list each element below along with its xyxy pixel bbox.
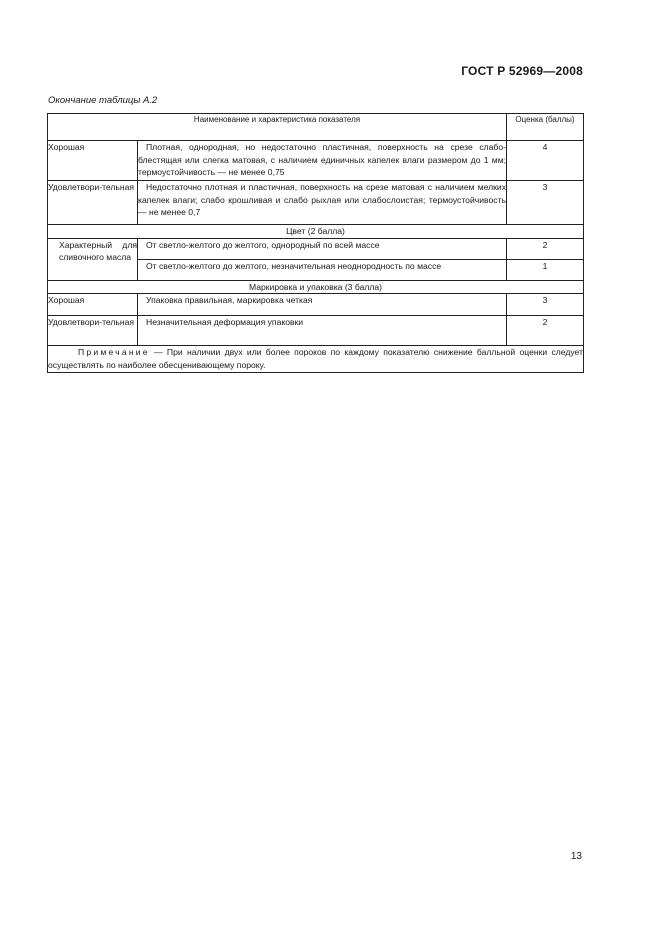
- row-description-text: Недостаточно плотная и пластичная, поверхность на срезе матовая с наличием мелких капелек влаги; слабо крошливая и слабо рыхлая или слабослоистая; термоустойчивость — не менее 0,7: [138, 182, 506, 218]
- row-score: 1: [507, 259, 584, 280]
- note-row: [48, 346, 584, 373]
- table-caption: Окончание таблицы А.2: [48, 95, 158, 106]
- row-name: Удовлетвори-тельная: [48, 181, 138, 225]
- note-text: — При наличии двух или более пороков по каждому показателю снижение балльной оценки следует осуществлять по наиболее обесценивающему пороку.: [48, 347, 583, 371]
- table-row: [48, 238, 584, 259]
- row-description: [138, 294, 507, 316]
- column-header-indicator: Наименование и характеристика показателя: [48, 114, 507, 141]
- table-row: [48, 141, 584, 181]
- section-row: [48, 280, 584, 294]
- section-title-color: Цвет (2 балла): [48, 225, 584, 239]
- row-name: Хорошая: [48, 294, 138, 316]
- row-description-text: Незначительная деформация упаковки: [146, 317, 304, 328]
- column-header-score: Оценка (баллы): [507, 114, 584, 141]
- row-description-text: Плотная, однородная, но недостаточно пластичная, поверхность на срезе слабо-блестящая или слегка матовая, с наличием единичных капелек влаги размером до 1 мм; термоустойчивость — не менее 0,75: [138, 142, 506, 178]
- assessment-table: [47, 113, 584, 373]
- table-row: [48, 294, 584, 316]
- section-title-packaging: Маркировка и упаковка (3 балла): [48, 280, 584, 294]
- table-note: [48, 346, 584, 373]
- row-name: Хорошая: [48, 141, 138, 181]
- row-name-color: [48, 238, 138, 280]
- row-score: 2: [507, 316, 584, 346]
- row-description: [138, 316, 507, 346]
- document-standard-number: ГОСТ Р 52969—2008: [461, 64, 583, 78]
- row-score: 3: [507, 181, 584, 225]
- row-description-text: Упаковка правильная, маркировка четкая: [146, 295, 313, 306]
- row-description-text: От светло-желтого до желтого, однородный по всей массе: [146, 239, 380, 250]
- section-row: [48, 225, 584, 239]
- row-score: 2: [507, 238, 584, 259]
- row-description: [138, 181, 507, 225]
- row-description: [138, 141, 507, 181]
- note-label: Примечание: [78, 347, 150, 358]
- row-description: [138, 238, 507, 259]
- row-name: Удовлетвори-тельная: [48, 316, 138, 346]
- row-score: 3: [507, 294, 584, 316]
- table-row: [48, 181, 584, 225]
- row-description: [138, 259, 507, 280]
- row-name-text: Характерный для сливочного масла: [59, 239, 137, 263]
- row-description-text: От светло-желтого до желтого, незначительная неоднородность по массе: [146, 260, 442, 271]
- table-row: [48, 316, 584, 346]
- page-number: 13: [570, 851, 582, 862]
- row-score: 4: [507, 141, 584, 181]
- table-header-row: [48, 114, 584, 141]
